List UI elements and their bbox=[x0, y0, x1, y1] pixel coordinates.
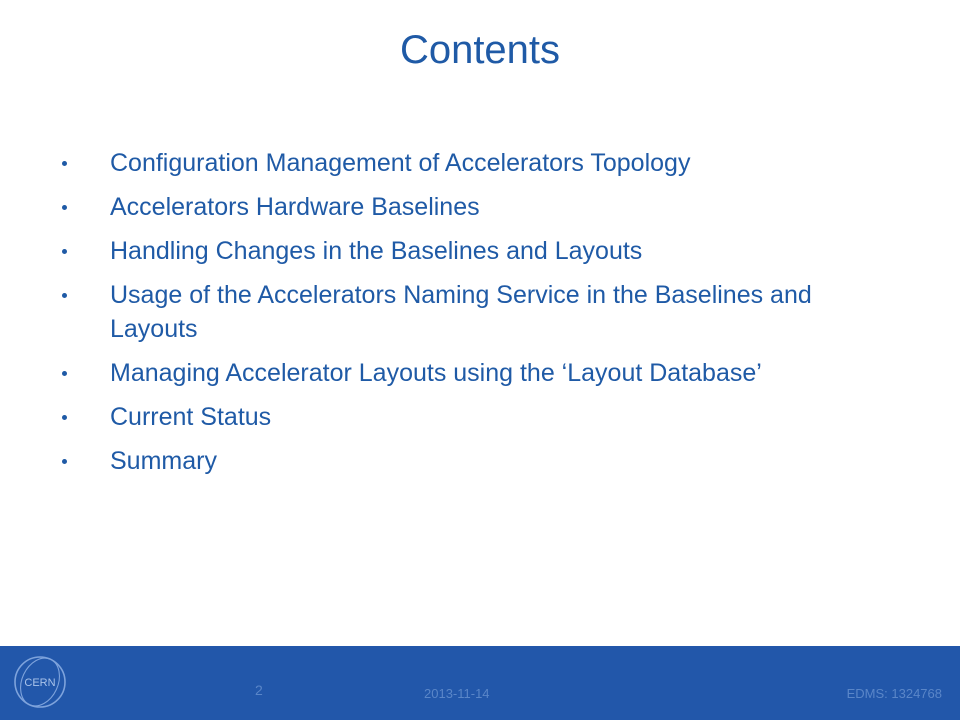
bullet-icon bbox=[62, 249, 67, 254]
bullet-icon bbox=[62, 205, 67, 210]
list-item bbox=[0, 146, 960, 180]
list-item-text: Summary bbox=[110, 447, 217, 475]
page-number: 2 bbox=[255, 682, 263, 698]
list-item-text: Configuration Management of Accelerators Topology bbox=[110, 149, 691, 177]
footer-bar bbox=[0, 646, 960, 720]
cern-logo-text: CERN bbox=[24, 677, 56, 689]
bullet-icon bbox=[62, 293, 67, 298]
footer-date: 2013-11-14 bbox=[424, 686, 490, 701]
list-item-text: Usage of the Accelerators Naming Service in the Baselines and Layouts bbox=[110, 281, 812, 343]
cern-logo-icon bbox=[10, 652, 70, 712]
footer-edms: EDMS: 1324768 bbox=[846, 686, 942, 701]
bullet-icon bbox=[62, 371, 67, 376]
list-item bbox=[0, 278, 960, 346]
list-item bbox=[0, 356, 960, 390]
contents-list bbox=[0, 146, 960, 488]
bullet-icon bbox=[62, 415, 67, 420]
list-item bbox=[0, 400, 960, 434]
bullet-icon bbox=[62, 459, 67, 464]
bullet-icon bbox=[62, 161, 67, 166]
list-item bbox=[0, 444, 960, 478]
list-item-text: Handling Changes in the Baselines and Layouts bbox=[110, 237, 643, 265]
list-item-text: Current Status bbox=[110, 403, 272, 431]
list-item bbox=[0, 190, 960, 224]
list-item bbox=[0, 234, 960, 268]
list-item-text: Accelerators Hardware Baselines bbox=[110, 193, 480, 221]
slide-title: Contents bbox=[399, 28, 561, 72]
list-item-text: Managing Accelerator Layouts using the ‘Layout Database’ bbox=[110, 359, 762, 387]
